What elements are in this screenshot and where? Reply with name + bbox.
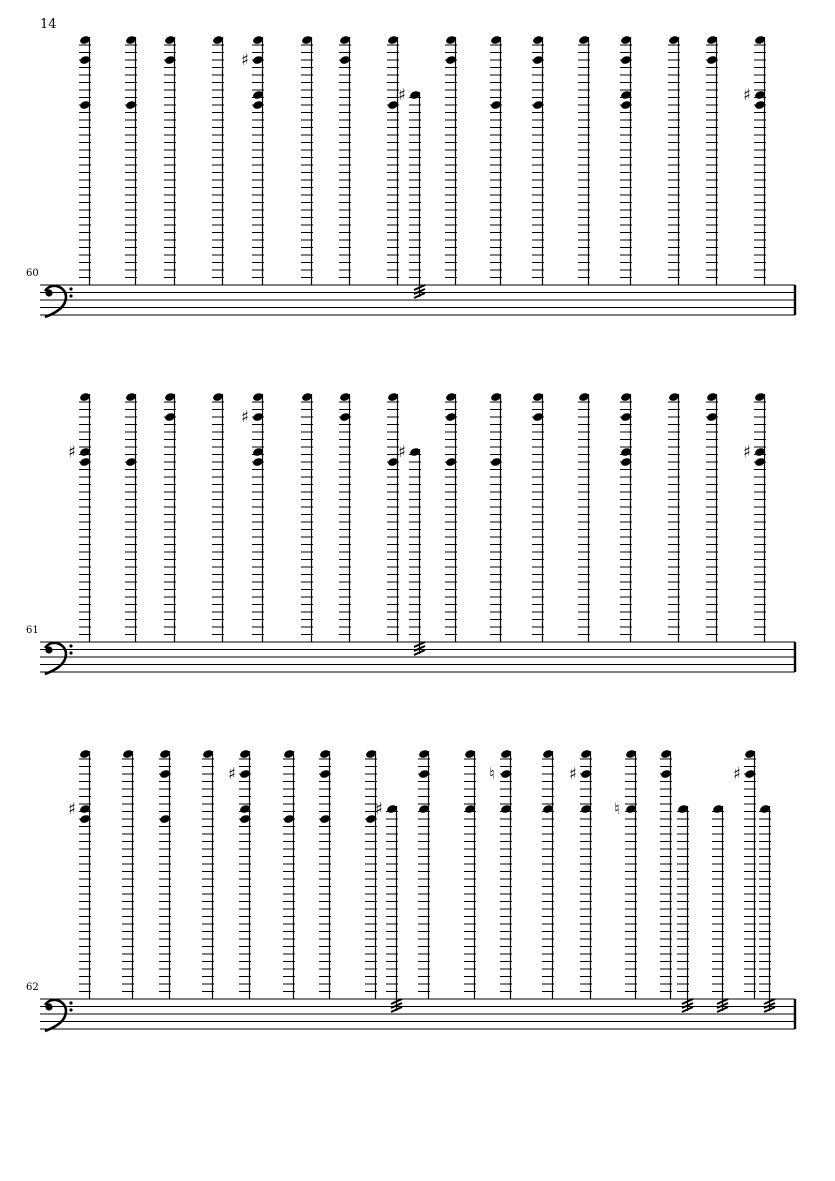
- note-chord: [743, 35, 766, 285]
- note-chord: [301, 35, 313, 285]
- note-chord: [164, 392, 176, 642]
- note-chord: [706, 35, 718, 285]
- note-chord: [542, 749, 554, 999]
- note-chord: [398, 85, 425, 298]
- sharp-icon: ♯: [569, 764, 577, 783]
- note-chord: [677, 804, 693, 1012]
- bass-clef-icon: [45, 286, 73, 317]
- natural-icon: ♮: [489, 764, 495, 783]
- note-chord: [301, 392, 313, 642]
- note-chord: [445, 392, 457, 642]
- note-chord: [212, 35, 224, 285]
- note-chord: [212, 392, 224, 642]
- sharp-icon: ♯: [743, 85, 751, 104]
- note-chord: [375, 799, 402, 1012]
- sharp-icon: ♯: [375, 799, 383, 818]
- note-chord: [712, 804, 728, 1012]
- note-chord: [578, 392, 590, 642]
- note-chord: [387, 35, 399, 285]
- measure-number-62: 62: [26, 982, 39, 993]
- sharp-icon: ♯: [398, 442, 406, 461]
- note-chord: [733, 749, 756, 999]
- note-chord: [398, 442, 425, 655]
- clef-dot: [69, 287, 72, 290]
- clef-dot: [45, 1003, 52, 1010]
- clef-dot: [45, 646, 52, 653]
- note-chord: [68, 392, 91, 642]
- staff-system-62: [40, 749, 795, 1031]
- note-chord: [569, 749, 592, 999]
- note-chord: [125, 392, 137, 642]
- sharp-icon: ♯: [743, 442, 751, 461]
- note-chord: [706, 392, 718, 642]
- staff-system-60: [40, 35, 795, 317]
- note-chord: [122, 749, 134, 999]
- note-chord: [283, 749, 295, 999]
- note-chord: [365, 749, 377, 999]
- sharp-icon: ♯: [733, 764, 741, 783]
- note-chord: [668, 392, 680, 642]
- note-chord: [743, 392, 766, 642]
- note-chord: [532, 392, 544, 642]
- note-chord: [418, 749, 430, 999]
- note-chord: [490, 35, 502, 285]
- clef-dot: [69, 294, 72, 297]
- clef-dot: [45, 289, 52, 296]
- bass-clef-icon: [45, 643, 73, 674]
- clef-dot: [69, 1001, 72, 1004]
- sharp-icon: ♯: [68, 799, 76, 818]
- note-chord: [339, 392, 351, 642]
- note-chord: [68, 749, 91, 999]
- note-chord: [614, 749, 637, 999]
- bass-clef-icon: [45, 1000, 73, 1031]
- page-number: 14: [40, 17, 57, 32]
- note-chord: [445, 35, 457, 285]
- measure-number-61: 61: [26, 625, 39, 636]
- sharp-icon: ♯: [241, 407, 249, 426]
- natural-icon: ♮: [614, 799, 620, 818]
- clef-dot: [69, 1008, 72, 1011]
- note-chord: [79, 35, 91, 285]
- note-chord: [387, 392, 399, 642]
- note-chord: [241, 392, 264, 642]
- sharp-icon: ♯: [241, 50, 249, 69]
- note-chord: [490, 392, 502, 642]
- note-chord: [489, 749, 512, 999]
- sharp-icon: ♯: [68, 442, 76, 461]
- sharp-icon: ♯: [398, 85, 406, 104]
- note-chord: [159, 749, 171, 999]
- note-chord: [125, 35, 137, 285]
- note-chord: [578, 35, 590, 285]
- note-chord: [164, 35, 176, 285]
- clef-dot: [69, 644, 72, 647]
- note-chord: [319, 749, 331, 999]
- note-chord: [668, 35, 680, 285]
- note-chord: [228, 749, 251, 999]
- measure-number-60: 60: [26, 268, 39, 279]
- note-chord: [241, 35, 264, 285]
- clef-dot: [69, 651, 72, 654]
- note-chord: [464, 749, 476, 999]
- sharp-icon: ♯: [228, 764, 236, 783]
- note-chord: [202, 749, 214, 999]
- note-chord: [660, 749, 672, 999]
- note-chord: [759, 804, 775, 1012]
- note-chord: [620, 35, 632, 285]
- note-chord: [339, 35, 351, 285]
- note-chord: [620, 392, 632, 642]
- staff-system-61: [40, 392, 795, 674]
- note-chord: [532, 35, 544, 285]
